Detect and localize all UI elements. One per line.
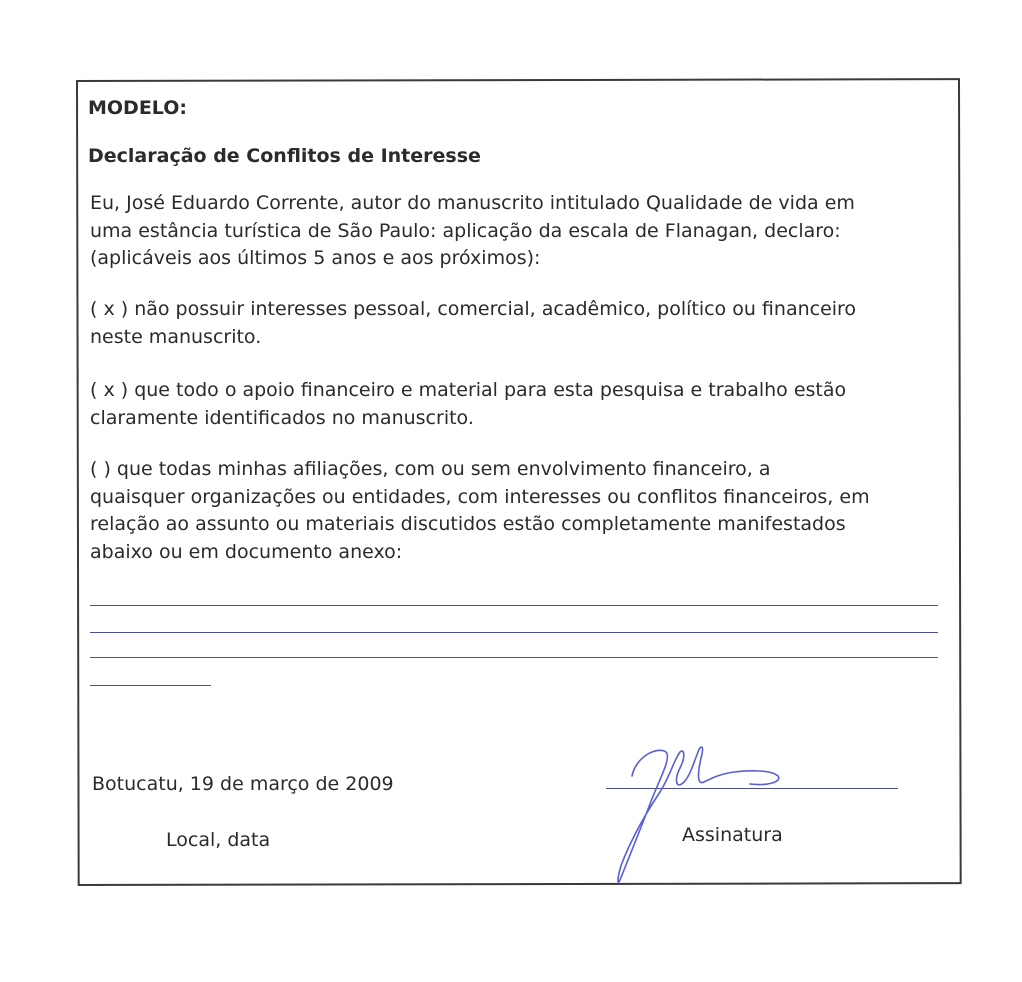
intro-paragraph <box>90 190 855 273</box>
intro-line: uma estância turística de São Paulo: aplicação da escala de Flanagan, declaro: <box>90 219 841 242</box>
option-line: neste manuscrito. <box>90 325 262 348</box>
option-line: abaixo ou em documento anexo: <box>90 540 403 563</box>
disclosure-line <box>90 632 938 633</box>
option-line: ( x ) que todo o apoio financeiro e material para esta pesquisa e trabalho estão <box>90 379 847 401</box>
option-funding-identified <box>90 377 846 432</box>
document-title: Declaração de Conflitos de Interesse <box>88 145 481 167</box>
option-affiliations <box>90 456 870 566</box>
signature-label: Assinatura <box>682 824 783 846</box>
option-line: quaisquer organizações ou entidades, com interesses ou conflitos financeiros, em <box>90 485 870 508</box>
option-line: relação ao assunto ou materiais discutidos estão completamente manifestados <box>90 513 846 535</box>
intro-line: (aplicáveis aos últimos 5 anos e aos próximos): <box>90 247 541 269</box>
place-date-label: Local, data <box>166 829 271 851</box>
option-no-interests <box>90 296 856 351</box>
signature-stroke <box>618 747 779 882</box>
option-line: claramente identificados no manuscrito. <box>90 406 474 429</box>
option-line: ( ) que todas minhas afiliações, com ou sem envolvimento financeiro, a <box>90 458 771 480</box>
place-date: Botucatu, 19 de março de 2009 <box>92 773 394 795</box>
model-label: MODELO: <box>88 97 187 119</box>
disclosure-line <box>90 605 938 606</box>
intro-line: Eu, José Eduardo Corrente, autor do manuscrito intitulado Qualidade de vida em <box>90 192 855 214</box>
option-line: ( x ) não possuir interesses pessoal, comercial, acadêmico, político ou financeiro <box>90 298 857 320</box>
disclosure-line <box>90 657 938 658</box>
disclosure-line <box>90 685 211 686</box>
handwritten-signature <box>600 738 800 888</box>
